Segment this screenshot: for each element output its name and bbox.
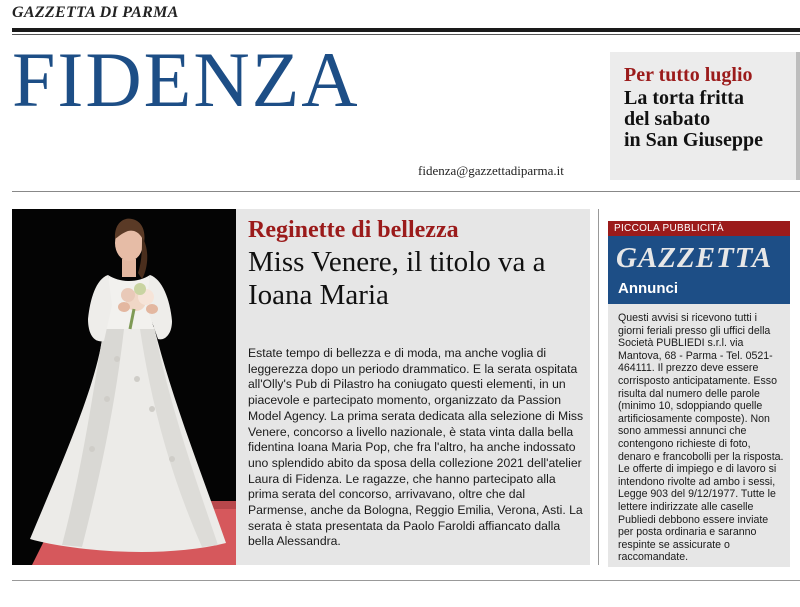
classifieds-label: PICCOLA PUBBLICITÀ [608, 221, 790, 236]
section-divider [12, 191, 800, 192]
top-rule-thin [12, 34, 800, 35]
section-email[interactable]: fidenza@gazzettadiparma.it [418, 163, 564, 178]
classifieds-text: Questi avvisi si ricevono tutti i giorni feriali presso gli uffici della Società PUBLIEDI s.r.l. via Mantova, 68 - Parma - Tel. 0521-464111. Il prezzo deve essere corrisposto anticipatamente. Esso risulta dal numero delle parole (minimo 10, sdoppiando quelle artificiosamente composte). Non sono ammessi annunci che contengono richieste di foto, denaro e francobolli per la risposta. Le offerte di impiego e di lavoro si intendono rivolte ad ambo i sessi, Legge 903 del 9/12/1977. Tutte le lettere indirizzate alle caselle Publiedi debbono essere inviate per posta ordinaria e saranno respinte se assicurate o raccomandate. [608, 304, 790, 567]
column-divider [598, 209, 599, 565]
classifieds-brand-name: GAZZETTA [616, 242, 773, 274]
top-rule [12, 28, 800, 32]
classifieds-subtitle: Annunci [618, 280, 678, 297]
article-body [248, 217, 584, 550]
bride-photo-illustration [12, 209, 236, 565]
section-title: FIDENZA [12, 36, 360, 123]
article-text: Estate tempo di bellezza e di moda, ma anche voglia di leggerezza dopo un periodo drammatico. E la serata ospitata all'Olly's Pub di Pilastro ha coniugato questi elementi, in un piacevole e partecipato momento, organizzato da Passion Model Agency. La prima serata dedicata alla selezione di Miss Venere, concorso a livello nazionale, è stata vinta dalla bella fidentina Ioana Maria Pop, che fra l'altro, ha anche indossato uno splendido abito da sposa della collezione 2021 dell'atelier Laura di Fidenza. Le ragazze, che hanno partecipato alla prima serata del concorso, arrivavano, oltre che dal Parmense, anche da Bologna, Reggio Emilia, Verona, Asti. La serata è stata presentata da Paolo Faroldi affiancato dalla bella Alessandra. [248, 346, 584, 549]
teaser-box[interactable] [610, 52, 800, 180]
teaser-headline: La torta fritta del sabato in San Giuseppe [624, 87, 763, 151]
teaser-kicker: Per tutto luglio [624, 64, 753, 86]
article-headline[interactable]: Miss Venere, il titolo va a Ioana Maria [248, 246, 546, 311]
article-photo [12, 209, 236, 565]
bottom-rule [12, 580, 800, 581]
article-box [12, 209, 590, 565]
classifieds-brand [608, 236, 790, 304]
article-kicker: Reginette di bellezza [248, 217, 459, 243]
newspaper-masthead: GAZZETTA DI PARMA [12, 4, 179, 21]
classifieds-box [608, 221, 790, 567]
